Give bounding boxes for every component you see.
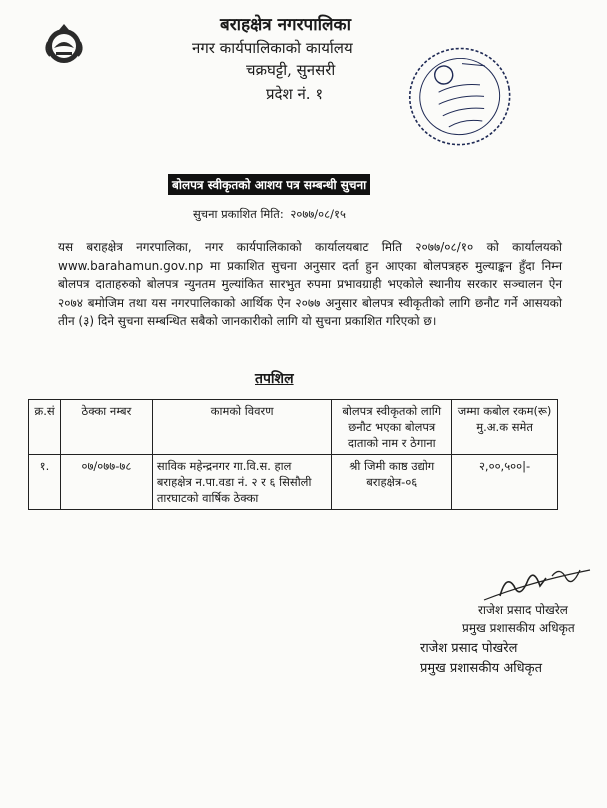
publication-date-label: सुचना प्रकाशित मिति: <box>193 207 284 221</box>
table-row <box>29 455 558 510</box>
publication-date-value: २०७७/०८/१५ <box>290 207 346 221</box>
header-sn: क्र.सं <box>29 400 61 455</box>
notice-body: यस बराहक्षेत्र नगरपालिका, नगर कार्यपालिकाको कार्यालयबाट मिति २०७७/०८/१० को कार्यालयको www.barahamun.gov.np मा प्रकाशित सुचना अनुसार दर्ता हुन आएका बोलपत्रहरु मुल्याङ्कन हुँदा निम्न बोलपत्र दाताहरुको बोलपत्र न्युनतम मुल्यांकित सारभुत रुपमा प्रभावग्राही भएकोले स्थानीय सरकार सञ्चालन ऐन २०७४ बमोजिम तथा यस नगरपालिकाको आर्थिक ऐन २०७७ अनुसार बोलपत्र स्वीकृतीको लागि छनौट गर्ने आसयको तीन (३) दिने सुचना सम्बन्धित सबैको जानकारीको लागि यो सुचना प्रकाशित गरिएको छ। <box>58 240 562 329</box>
nepal-emblem-icon <box>42 22 86 66</box>
header-amount: जम्मा कबोल रकम(रू) मु.अ.क समेत <box>452 400 558 455</box>
notice-subject: बोलपत्र स्वीकृतको आशय पत्र सम्बन्धी सुचना <box>168 174 370 195</box>
bidder-name: श्री जिमी काष्ठ उद्योग <box>349 459 435 473</box>
details-table <box>28 399 558 510</box>
details-title: तपशिल <box>255 371 294 387</box>
province-label: प्रदेश नं. १ <box>266 85 324 103</box>
cell-amount: २,००,५००|- <box>452 455 558 510</box>
cell-bidder <box>332 455 452 510</box>
signer-name: राजेश प्रसाद पोखरेल <box>478 603 568 617</box>
header-contract-no: ठेक्का नम्बर <box>60 400 152 455</box>
stamp-title: प्रमुख प्रशासकीय अधिकृत <box>420 661 543 676</box>
office-seal-stamp <box>389 28 538 169</box>
office-address: चक्रघट्टी, सुनसरी <box>246 61 336 79</box>
stamp-name: राजेश प्रसाद पोखरेल <box>420 641 518 656</box>
org-name: बराहक्षेत्र नगरपालिका <box>220 15 351 35</box>
bidder-address: बराहक्षेत्र-०६ <box>366 475 418 489</box>
header-description: कामको विवरण <box>152 400 332 455</box>
header-bidder: बोलपत्र स्वीकृतको लागि छनौट भएका बोलपत्र दाताको नाम र ठेगाना <box>332 400 452 455</box>
table-header-row <box>29 400 558 455</box>
cell-contract-no: ०७/०७७-७८ <box>60 455 152 510</box>
cell-sn: १. <box>29 455 61 510</box>
publication-date-line <box>190 207 346 222</box>
signer-title: प्रमुख प्रशासकीय अधिकृत <box>462 621 575 635</box>
office-name: नगर कार्यपालिकाको कार्यालय <box>192 39 353 57</box>
cell-description: साविक महेन्द्रनगर गा.वि.स. हाल बराहक्षेत्र न.पा.वडा नं. २ र ६ सिसौली तारघाटको वार्षिक ठेक्का <box>152 455 332 510</box>
